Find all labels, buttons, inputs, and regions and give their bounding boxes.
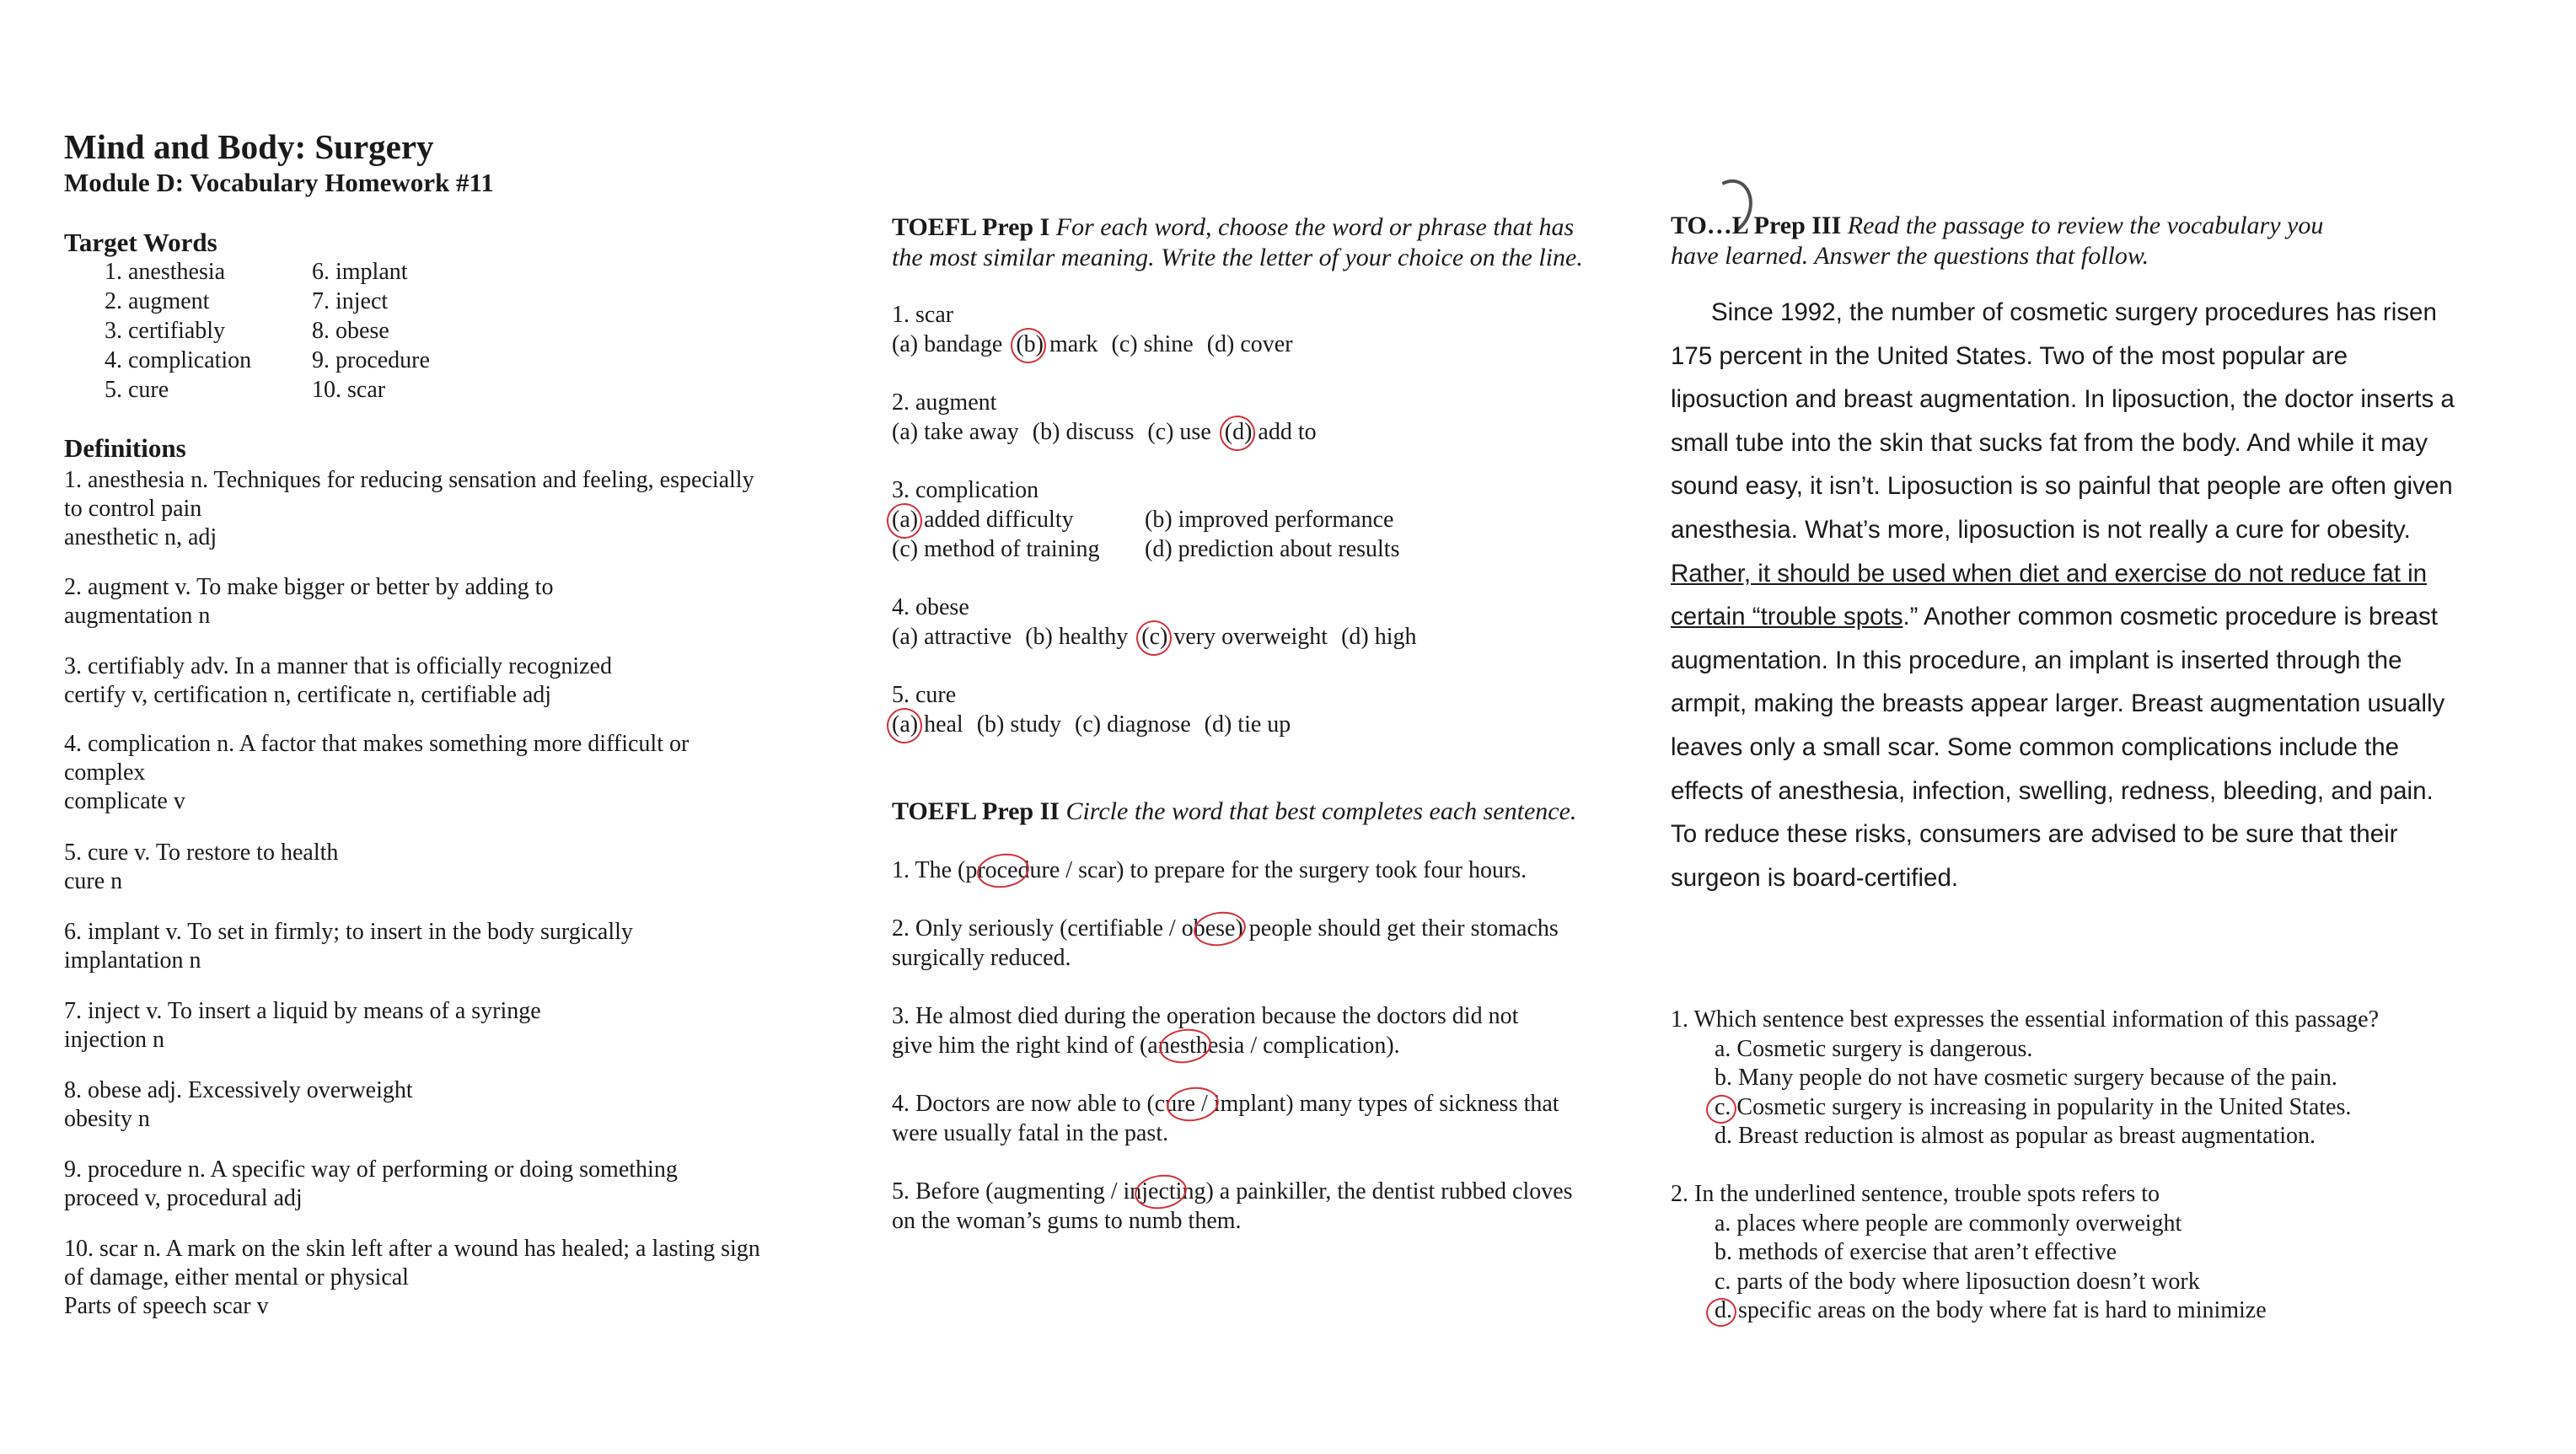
definition-line: 4. complication n. A factor that makes something more difficult or [64,731,690,757]
answer-option[interactable]: (a) take away [892,419,1019,445]
answer-choice[interactable]: a. Cosmetic surgery is dangerous. [1715,1035,2033,1062]
target-word: 6. implant [312,259,408,285]
target-word: 8. obese [312,318,389,344]
definition-line: 3. certifiably adv. In a manner that is officially recognized [64,653,612,679]
definition-line: cure n [64,868,123,894]
prep2-sentence [892,1089,1634,1148]
sentence-text: on the woman’s gums to numb them. [892,1208,1242,1234]
answer-option[interactable]: (b) improved performance [1145,507,1394,533]
circled-word[interactable]: obese [1181,915,1236,942]
sentence-text: / implant) many types of sickness that [1194,1091,1559,1117]
answer-choice[interactable]: c. parts of the body where liposuction doesn’t work [1715,1268,2200,1295]
answer-option[interactable]: (a) bandage [892,331,1003,357]
definition-line: 1. anesthesia n. Techniques for reducing sensation and feeling, especially [64,467,754,493]
answer-option[interactable]: (c) method of training [892,536,1100,562]
definition-entry [64,466,823,552]
target-word: 3. certifiably [105,318,226,344]
definition-line: anesthetic n, adj [64,524,217,550]
answer-choice[interactable]: b. methods of exercise that aren’t effective [1715,1239,2117,1265]
target-word: 1. anesthesia [105,259,226,285]
definition-line: 8. obese adj. Excessively overweight [64,1077,413,1103]
question-stem: 1. scar [892,302,954,328]
definition-entry [64,652,823,710]
definition-line: 5. cure v. To restore to health [64,840,339,866]
reading-passage [1671,291,2463,899]
toefl-prep-2-instructions: Circle the word that best completes each sentence. [1065,797,1577,825]
definition-line: Parts of speech scar v [64,1293,269,1319]
answer-option[interactable]: (c) shine [1111,331,1194,357]
prep1-question [892,475,1423,564]
answer-choice[interactable]: d. Breast reduction is almost as popular as breast augmentation. [1715,1123,2316,1149]
answer-option[interactable]: (b) study [976,711,1062,738]
definition-entry [64,573,823,630]
sentence-text: surgically reduced. [892,945,1071,971]
passage-text: Since 1992, the number of cosmetic surgery procedures has risen 175 percent in the United States. Two of the most popular are liposuction and breast augmentation. In liposuction, the doctor inserts a small tube into the skin that sucks fat from the body. And while it may sound easy, it isn’t. Liposuction is so painful that people are often given anesthesia. What’s more, liposuction is not really a cure for obesity. [1671,298,2455,544]
toefl-prep-1-header [892,212,1650,273]
target-word: 7. inject [312,288,389,314]
answer-option-circled[interactable]: (a) added difficulty [892,505,1131,534]
question-stem: 4. obese [892,594,969,620]
prep3-question [1671,1180,2463,1326]
toefl-prep-1-instructions-cont: the most similar meaning. Write the letter of your choice on the line. [892,244,1583,271]
definitions-heading: Definitions [64,433,186,463]
answer-option-circled[interactable]: (b) mark [1016,331,1098,357]
page-subtitle: Module D: Vocabulary Homework #11 [64,168,494,197]
definition-line: 9. procedure n. A specific way of performing or doing something [64,1156,678,1183]
sentence-text: 1. The ( [892,857,966,883]
toefl-prep-1-title: TOEFL Prep I [892,213,1050,241]
definition-line: injection n [64,1027,164,1053]
sentence-text: / scar) to prepare for the surgery took four hours. [1060,857,1527,883]
prep1-question [892,388,1330,447]
answer-choice-circled[interactable]: d. specific areas on the body where fat is hard to minimize [1671,1296,2463,1326]
definition-entry [64,1076,823,1134]
answer-option[interactable]: (d) tie up [1204,711,1291,738]
question-stem: 1. Which sentence best expresses the essential information of this passage? [1671,1006,2380,1033]
definition-line: proceed v, procedural adj [64,1185,303,1211]
definition-line: of damage, either mental or physical [64,1264,409,1290]
answer-option[interactable]: (c) use [1147,419,1211,445]
page-title: Mind and Body: Surgery [64,127,434,166]
sentence-text: / complication). [1244,1033,1400,1059]
definition-line: obesity n [64,1106,150,1132]
answer-option[interactable]: (b) discuss [1032,419,1135,445]
passage-text: .” Another common cosmetic procedure is breast augmentation. In this procedure, an implant is inserted through the armpit, making the breasts appear larger. Breast augmentation usually leaves only a small scar. Some common complications include the effects of anesthesia, infection, swelling, redness, bleeding, and pain. To reduce these risks, consumers are advised to be sure that their surgeon is board-certified. [1671,603,2445,892]
toefl-prep-2-header [892,797,1650,827]
toefl-prep-3-header [1671,211,2463,271]
prep2-sentence [892,1177,1634,1236]
sentence-text: 5. Before (augmenting / [892,1178,1124,1205]
sentence-text: 2. Only seriously (certifiable / [892,915,1182,942]
definition-line: 10. scar n. A mark on the skin left after a wound has healed; a lasting sign [64,1236,760,1262]
sentence-text: ) a painkiller, the dentist rubbed cloves [1205,1178,1573,1205]
question-stem: 3. complication [892,477,1039,503]
definition-line: certify v, certification n, certificate n, certifiable adj [64,682,552,708]
definition-line: to control pain [64,496,202,522]
prep1-question [892,300,1307,359]
sentence-text: 3. He almost died during the operation because the doctors did not [892,1003,1519,1029]
target-word: 2. augment [105,288,210,314]
sentence-text: 4. Doctors are now able to ( [892,1091,1155,1117]
question-stem: 2. augment [892,389,997,416]
definition-line: complicate v [64,788,185,814]
answer-option[interactable]: (d) high [1341,624,1417,650]
prep2-sentence [892,1001,1634,1060]
definition-entry [64,918,823,975]
question-stem: 2. In the underlined sentence, trouble spots refers to [1671,1181,2160,1207]
circled-word[interactable]: injecting [1123,1178,1206,1205]
definition-entry [64,1156,823,1213]
answer-option[interactable]: (a) attractive [892,624,1012,650]
target-words-heading: Target Words [64,228,217,257]
definition-entry [64,730,823,816]
definition-line: 7. inject v. To insert a liquid by means of a syringe [64,998,541,1024]
prep2-sentence [892,914,1634,973]
answer-option[interactable]: (b) healthy [1025,624,1129,650]
definition-line: 2. augment v. To make bigger or better by adding to [64,574,554,600]
circled-word[interactable]: cure [1154,1091,1195,1117]
sentence-text: give him the right kind of ( [892,1033,1148,1059]
definition-entry [64,997,823,1054]
definition-line: implantation n [64,947,201,974]
answer-option[interactable]: (d) prediction about results [1145,536,1400,562]
circled-word[interactable]: anesthesia [1147,1033,1245,1059]
answer-option[interactable]: (c) diagnose [1075,711,1191,738]
prep2-sentence [892,856,1634,885]
definition-entry [64,839,823,896]
answer-choice[interactable]: b. Many people do not have cosmetic surgery because of the pain. [1715,1065,2337,1091]
definition-line: augmentation n [64,603,211,629]
question-stem: 5. cure [892,682,957,708]
answer-option[interactable]: (d) cover [1206,331,1293,357]
target-word: 10. scar [312,377,386,403]
target-word: 9. procedure [312,347,430,373]
target-word: 5. cure [105,377,169,403]
toefl-prep-2-title: TOEFL Prep II [892,797,1060,825]
underlined-sentence: Rather, it should be used when diet and exercise do not reduce fat in certain “trouble spots [1671,559,2428,631]
sentence-text: were usually fatal in the past. [892,1120,1169,1146]
target-word: 4. complication [105,347,252,373]
prep1-question [892,593,1430,652]
circled-word[interactable]: procedure [965,857,1060,883]
toefl-prep-1-instructions: For each word, choose the word or phrase that has [1055,213,1575,241]
toefl-prep-3-title: TO…L Prep III [1671,212,1842,239]
answer-option-circled[interactable]: (c) very overweight [1141,624,1328,650]
prep3-question [1671,1006,2463,1151]
definition-line: complex [64,759,146,786]
toefl-prep-3-instructions-cont: have learned. Answer the questions that follow. [1671,242,2149,270]
definition-line: 6. implant v. To set in firmly; to insert in the body surgically [64,919,633,945]
answer-choice-circled[interactable]: c. Cosmetic surgery is increasing in popularity in the United States. [1671,1093,2463,1123]
answer-option-circled[interactable]: (d) add to [1224,419,1317,445]
answer-choice[interactable]: a. places where people are commonly overweight [1715,1210,2182,1237]
prep1-question [892,680,1304,739]
sentence-text: ) people should get their stomachs [1235,915,1559,942]
definition-entry [64,1235,823,1321]
toefl-prep-3-instructions: Read the passage to review the vocabulary you [1847,212,2324,239]
answer-option-circled[interactable]: (a) heal [892,711,963,738]
